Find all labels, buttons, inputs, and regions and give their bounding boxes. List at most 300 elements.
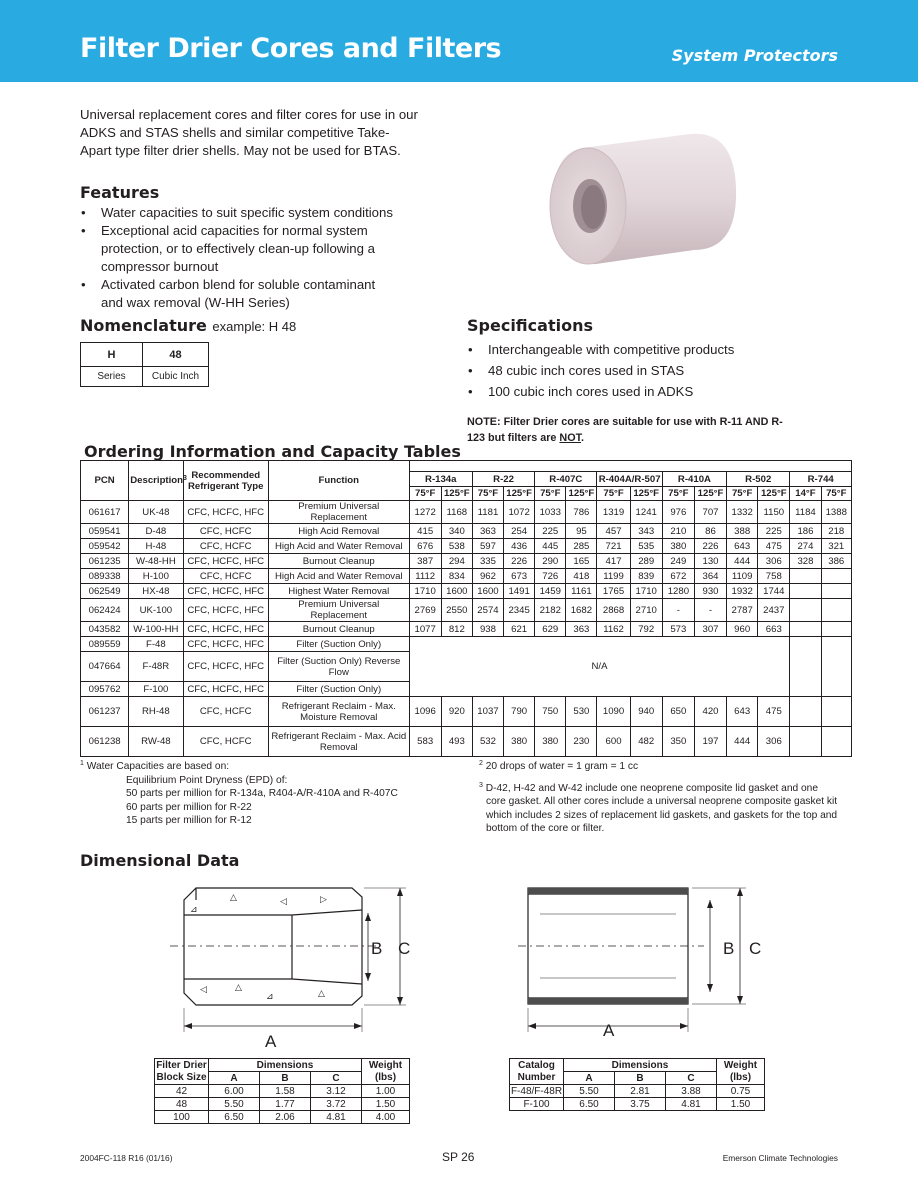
capacity-cell: 2550	[441, 599, 472, 622]
capacity-cell: 482	[630, 727, 662, 757]
col-header-function: Function	[268, 461, 409, 501]
capacity-cell: 643	[727, 697, 758, 727]
col-header-description: Description$^3$	[129, 461, 183, 501]
dimension-cell: 100	[155, 1111, 209, 1124]
capacity-cell: 387	[409, 554, 441, 569]
page-title: Filter Drier Cores and Filters	[80, 33, 502, 64]
capacity-cell: 1112	[409, 569, 441, 584]
temperature-header: 75°F	[535, 487, 566, 501]
temperature-header: 75°F	[662, 487, 694, 501]
svg-text:△: △	[318, 989, 325, 999]
nomenclature-heading: Nomenclature example: H 48	[80, 316, 297, 335]
capacity-cell: 532	[472, 727, 503, 757]
dimension-cell: 1.77	[260, 1098, 311, 1111]
spec-item: • 100 cubic inch cores used in ADKS	[467, 381, 807, 402]
dimension-cell: 6.50	[564, 1098, 615, 1111]
dimensional-drawings	[0, 870, 918, 1055]
description-cell: H-100	[129, 569, 183, 584]
table-row	[81, 501, 852, 524]
capacity-cell: 475	[758, 697, 790, 727]
intro-paragraph: Universal replacement cores and filter cores for use in our ADKS and STAS shells and similar competitive Take-Apart type filter drier shells. May not be used for BTAS.	[80, 107, 418, 158]
footnote-1: $^1$ Water Capacities are based on: Equilibrium Point Dryness (EPD) of: 50 parts per million for R-134a, R404-A/R-410A and R-407C 60 parts per million for R-22 15 parts per million for R-12	[80, 760, 398, 826]
refrigerant-header: R-744	[790, 472, 852, 487]
capacity-cell: 629	[535, 622, 566, 637]
function-cell: High Acid and Water Removal	[268, 539, 409, 554]
pcn-cell: 062424	[81, 599, 129, 622]
col-header-pcn: PCN	[81, 461, 129, 501]
capacity-cell: 249	[662, 554, 694, 569]
dimension-cell: 4.81	[311, 1111, 362, 1124]
pcn-cell: 059541	[81, 524, 129, 539]
capacity-cell: 573	[662, 622, 694, 637]
capacity-cell: 364	[694, 569, 726, 584]
svg-text:△: △	[230, 893, 237, 903]
capacity-cell: 673	[504, 569, 535, 584]
capacity-cell: 218	[821, 524, 851, 539]
function-cell: Filter (Suction Only) Reverse Flow	[268, 652, 409, 682]
dimension-cell: 6.00	[209, 1085, 260, 1098]
description-cell: H-48	[129, 539, 183, 554]
refrigerant-type-cell: CFC, HCFC	[183, 539, 268, 554]
svg-text:◁: ◁	[280, 897, 287, 907]
table-row	[81, 554, 852, 569]
feature-item: • Water capacities to suit specific system conditions	[80, 204, 400, 222]
table-row	[81, 524, 852, 539]
dimension-cell: 3.75	[615, 1098, 666, 1111]
function-cell: Burnout Cleanup	[268, 554, 409, 569]
pcn-cell: 061617	[81, 501, 129, 524]
description-cell: UK-48	[129, 501, 183, 524]
refrigerant-header: R-407C	[535, 472, 597, 487]
capacity-cell: 2574	[472, 599, 503, 622]
pcn-cell: 089559	[81, 637, 129, 652]
refrigerant-note: NOTE: Filter Drier cores are suitable for use with R-11 AND R-123 but filters are NOT.	[467, 416, 783, 444]
capacity-cell: 445	[535, 539, 566, 554]
capacity-cell	[821, 697, 851, 727]
dimensional-heading: Dimensional Data	[80, 851, 240, 870]
table-row	[81, 622, 852, 637]
capacity-cell: 225	[758, 524, 790, 539]
capacity-cell: 444	[727, 554, 758, 569]
capacity-cell: 457	[597, 524, 630, 539]
capacity-cell: 1150	[758, 501, 790, 524]
ordering-header-row	[81, 461, 852, 472]
dimension-cell: 3.12	[311, 1085, 362, 1098]
ordering-table	[80, 460, 852, 757]
capacity-cell	[821, 599, 851, 622]
description-cell: W-100-HH	[129, 622, 183, 637]
capacity-cell: 380	[504, 727, 535, 757]
description-cell: HX-48	[129, 584, 183, 599]
capacity-cell: 436	[504, 539, 535, 554]
specifications-heading: Specifications	[467, 316, 593, 335]
svg-text:▷: ▷	[320, 895, 327, 905]
dimension-cell: 1.50	[362, 1098, 410, 1111]
capacity-cell: -	[694, 599, 726, 622]
capacity-cell: 1388	[821, 501, 851, 524]
capacity-cell: 306	[758, 554, 790, 569]
capacity-cell	[790, 697, 821, 727]
pcn-cell: 061235	[81, 554, 129, 569]
capacity-cell: 418	[566, 569, 597, 584]
temperature-header: 125°F	[566, 487, 597, 501]
table-row	[81, 569, 852, 584]
dimension-cell: 42	[155, 1085, 209, 1098]
capacity-cell: 839	[630, 569, 662, 584]
capacity-cell: 328	[790, 554, 821, 569]
capacity-cell: 812	[441, 622, 472, 637]
refrigerant-header: R-410A	[662, 472, 726, 487]
capacity-cell: 1459	[535, 584, 566, 599]
capacity-cell: 420	[694, 697, 726, 727]
filter-core-photo	[538, 120, 748, 280]
dimension-cell: 1.00	[362, 1085, 410, 1098]
capacity-cell: 415	[409, 524, 441, 539]
capacity-cell: 2182	[535, 599, 566, 622]
refrigerant-type-cell: CFC, HCFC, HFC	[183, 652, 268, 682]
capacity-cell: 792	[630, 622, 662, 637]
capacity-cell: 530	[566, 697, 597, 727]
capacity-cell: 1168	[441, 501, 472, 524]
capacity-cell: 210	[662, 524, 694, 539]
capacity-cell: 380	[535, 727, 566, 757]
capacity-cell: 621	[504, 622, 535, 637]
spec-item: • 48 cubic inch cores used in STAS	[467, 360, 807, 381]
description-cell: RW-48	[129, 727, 183, 757]
capacity-cell: 758	[758, 569, 790, 584]
temperature-header: 125°F	[441, 487, 472, 501]
capacity-cell: 417	[597, 554, 630, 569]
capacity-cell: 535	[630, 539, 662, 554]
capacity-cell: 940	[630, 697, 662, 727]
table-row	[81, 539, 852, 554]
capacity-cell: 165	[566, 554, 597, 569]
capacity-cell: 1181	[472, 501, 503, 524]
capacity-cell: 962	[472, 569, 503, 584]
capacity-cell: 226	[694, 539, 726, 554]
capacity-cell: 363	[566, 622, 597, 637]
capacity-cell	[790, 599, 821, 622]
table-row	[81, 584, 852, 599]
capacity-cell	[790, 569, 821, 584]
pcn-cell: 062549	[81, 584, 129, 599]
capacity-cell: 274	[790, 539, 821, 554]
capacity-cell: 938	[472, 622, 503, 637]
capacity-cell: 834	[441, 569, 472, 584]
temperature-header: 75°F	[409, 487, 441, 501]
temperature-header: 75°F	[597, 487, 630, 501]
capacity-cell: 285	[566, 539, 597, 554]
cubic-inch-label: Cubic Inch	[143, 367, 209, 387]
capacity-cell: 386	[821, 554, 851, 569]
refrigerant-header: R-404A/R-507	[598, 473, 661, 485]
refrigerant-type-cell: CFC, HCFC, HFC	[183, 554, 268, 569]
dimension-cell: 4.81	[666, 1098, 717, 1111]
description-cell: F-100	[129, 682, 183, 697]
page-section-title: System Protectors	[671, 46, 838, 65]
temperature-header: 14°F	[790, 487, 821, 501]
dimension-cell: 3.72	[311, 1098, 362, 1111]
capacity-cell: 1109	[727, 569, 758, 584]
capacity-cell: 1600	[441, 584, 472, 599]
refrigerant-type-cell: CFC, HCFC	[183, 524, 268, 539]
table-row	[81, 697, 852, 727]
capacity-cell: 86	[694, 524, 726, 539]
footnotes-2-3	[479, 760, 839, 836]
table-row	[81, 599, 852, 622]
dim-label-a: A	[265, 1032, 277, 1051]
core-dimensions-table: Filter Drier Block Size Dimensions Weight (lbs) A B C 42 6.00 1.58 3.12 1.00 48 5.50 1.77 3.72 1.50 100 6.50 2.06 4.81 4.00	[154, 1058, 410, 1124]
capacity-cell: 1332	[727, 501, 758, 524]
function-cell: Filter (Suction Only)	[268, 637, 409, 652]
refrigerant-type-cell: CFC, HCFC, HFC	[183, 682, 268, 697]
capacity-cell: 1765	[597, 584, 630, 599]
capacity-cell: 130	[694, 554, 726, 569]
capacity-cell: 790	[504, 697, 535, 727]
dim-label-c: C	[398, 939, 411, 958]
capacity-cell: 1932	[727, 584, 758, 599]
ordering-heading: Ordering Information and Capacity Tables	[84, 442, 461, 461]
capacity-cell: 363	[472, 524, 503, 539]
function-cell: Premium Universal Replacement	[268, 501, 409, 524]
function-cell: Refrigerant Reclaim - Max. Moisture Removal	[268, 697, 409, 727]
refrigerant-type-cell: CFC, HCFC	[183, 569, 268, 584]
capacity-cell: 289	[630, 554, 662, 569]
capacity-cell	[821, 727, 851, 757]
page-header	[0, 0, 918, 82]
dimension-cell: 4.00	[362, 1111, 410, 1124]
description-cell: UK-100	[129, 599, 183, 622]
capacity-cell: 930	[694, 584, 726, 599]
capacity-cell: 226	[504, 554, 535, 569]
temperature-header: 125°F	[758, 487, 790, 501]
not-applicable-cell: N/A	[409, 637, 790, 697]
capacity-cell: 340	[441, 524, 472, 539]
capacity-cell: 1491	[504, 584, 535, 599]
nomenclature-table	[80, 342, 209, 387]
dimension-cell: F-100	[510, 1098, 564, 1111]
refrigerant-type-cell: CFC, HCFC	[183, 727, 268, 757]
table-row	[155, 1098, 410, 1111]
temperature-header: 125°F	[504, 487, 535, 501]
capacity-cell: 1744	[758, 584, 790, 599]
capacity-cell: 1319	[597, 501, 630, 524]
refrigerant-type-cell: CFC, HCFC	[183, 697, 268, 727]
dim-label-c: C	[749, 939, 762, 958]
capacity-cell	[790, 622, 821, 637]
pcn-cell: 095762	[81, 682, 129, 697]
temperature-header: 75°F	[727, 487, 758, 501]
function-cell: Refrigerant Reclaim - Max. Acid Removal	[268, 727, 409, 757]
cubic-inch-code: 48	[143, 343, 209, 367]
capacity-cell	[821, 584, 851, 599]
capacity-cell: 960	[727, 622, 758, 637]
capacity-cell: 2868	[597, 599, 630, 622]
capacity-cell	[790, 727, 821, 757]
capacity-cell: 335	[472, 554, 503, 569]
pcn-cell: 061237	[81, 697, 129, 727]
capacity-cell: 294	[441, 554, 472, 569]
dimension-cell: 3.88	[666, 1085, 717, 1098]
capacity-cell: 1090	[597, 697, 630, 727]
capacity-cell: 976	[662, 501, 694, 524]
capacity-cell: 197	[694, 727, 726, 757]
feature-item: • Exceptional acid capacities for normal system protection, or to effectively clean-up following a compressor burnout	[80, 222, 400, 276]
capacity-cell: 1096	[409, 697, 441, 727]
capacity-cell: 388	[727, 524, 758, 539]
capacity-cell: 306	[758, 727, 790, 757]
capacity-cell: -	[662, 599, 694, 622]
dim-label-a: A	[603, 1021, 615, 1040]
table-row	[81, 727, 852, 757]
capacity-cell: 538	[441, 539, 472, 554]
pcn-cell: 061238	[81, 727, 129, 757]
dimension-cell: 48	[155, 1098, 209, 1111]
svg-text:◁: ◁	[200, 985, 207, 995]
table-row	[510, 1098, 765, 1111]
capacity-cell: 1072	[504, 501, 535, 524]
capacity-cell: 1272	[409, 501, 441, 524]
description-cell: D-48	[129, 524, 183, 539]
capacity-cell: 672	[662, 569, 694, 584]
capacity-cell	[821, 569, 851, 584]
capacity-cell: 597	[472, 539, 503, 554]
table-row	[155, 1085, 410, 1098]
capacity-cell	[790, 584, 821, 599]
pcn-cell: 043582	[81, 622, 129, 637]
col-header-refrigerant-type: Recommended Refrigerant Type	[183, 461, 268, 501]
refrigerant-type-cell: CFC, HCFC, HFC	[183, 599, 268, 622]
capacity-cell: 321	[821, 539, 851, 554]
capacity-cell: 1682	[566, 599, 597, 622]
capacity-cell: 2345	[504, 599, 535, 622]
series-code: H	[81, 343, 143, 367]
capacity-cell: 350	[662, 727, 694, 757]
filter-drier-core-drawing	[170, 888, 406, 1032]
table-row	[81, 637, 852, 652]
capacity-cell: 1280	[662, 584, 694, 599]
refrigerant-type-cell: CFC, HCFC, HFC	[183, 622, 268, 637]
temperature-header: 125°F	[694, 487, 726, 501]
features-heading: Features	[80, 183, 160, 202]
dim-label-b: B	[723, 939, 735, 958]
refrigerant-header: R-134a	[409, 472, 472, 487]
capacity-cell: 1710	[409, 584, 441, 599]
function-cell: Burnout Cleanup	[268, 622, 409, 637]
dimension-cell: 5.50	[209, 1098, 260, 1111]
capacity-cell: 583	[409, 727, 441, 757]
capacity-cell: 1241	[630, 501, 662, 524]
temperature-header: 125°F	[630, 487, 662, 501]
svg-text:⊿: ⊿	[190, 905, 198, 915]
capacity-cell: 750	[535, 697, 566, 727]
svg-text:△: △	[235, 983, 242, 993]
capacity-cell: 2787	[727, 599, 758, 622]
capacity-cell: 726	[535, 569, 566, 584]
capacity-cell: 493	[441, 727, 472, 757]
capacity-cell: 95	[566, 524, 597, 539]
capacity-cell: 343	[630, 524, 662, 539]
pcn-cell: 089338	[81, 569, 129, 584]
capacity-cell: 707	[694, 501, 726, 524]
description-cell: RH-48	[129, 697, 183, 727]
capacity-cell: 663	[758, 622, 790, 637]
capacity-cell: 1162	[597, 622, 630, 637]
pcn-cell: 059542	[81, 539, 129, 554]
table-row	[510, 1085, 765, 1098]
dimension-cell: 2.81	[615, 1085, 666, 1098]
capacity-cell: 643	[727, 539, 758, 554]
capacity-cell: 1037	[472, 697, 503, 727]
function-cell: Premium Universal Replacement	[268, 599, 409, 622]
capacity-cell: 380	[662, 539, 694, 554]
capacity-cell: 650	[662, 697, 694, 727]
dimension-cell: 0.75	[717, 1085, 765, 1098]
footnote-2: $^2$ 20 drops of water = 1 gram = 1 cc	[479, 760, 639, 772]
spec-item: • Interchangeable with competitive products	[467, 339, 807, 360]
company-name: Emerson Climate Technologies	[722, 1153, 838, 1163]
capacity-cell: 2769	[409, 599, 441, 622]
refrigerant-type-cell: CFC, HCFC, HFC	[183, 584, 268, 599]
function-cell: Highest Water Removal	[268, 584, 409, 599]
capacity-cell: 475	[758, 539, 790, 554]
capacity-cell: 1161	[566, 584, 597, 599]
refrigerant-type-cell: CFC, HCFC, HFC	[183, 501, 268, 524]
capacity-cell	[821, 622, 851, 637]
nomenclature-example: example: H 48	[212, 319, 297, 334]
refrigerant-header: R-502	[727, 472, 790, 487]
feature-item: • Activated carbon blend for soluble contaminant and wax removal (W-HH Series)	[80, 276, 400, 312]
refrigerant-type-cell: CFC, HCFC, HFC	[183, 637, 268, 652]
capacity-cell: 676	[409, 539, 441, 554]
table-row	[155, 1111, 410, 1124]
capacity-cell: 1199	[597, 569, 630, 584]
footnote-3: $^3$ D-42, H-42 and W-42 include one neoprene composite lid gasket and one core gasket. All other cores include a universal neoprene composite gasket kit which includes 2 sizes of replacement lid gaskets, and gaskets for the top and bottom of the core or filter.	[479, 781, 838, 834]
page-number: SP 26	[442, 1150, 475, 1164]
document-code: 2004FC-118 R16 (01/16)	[80, 1153, 173, 1163]
function-cell: High Acid and Water Removal	[268, 569, 409, 584]
capacity-cell: 2437	[758, 599, 790, 622]
svg-text:⊿: ⊿	[266, 992, 274, 1002]
function-cell: High Acid Removal	[268, 524, 409, 539]
pcn-cell: 047664	[81, 652, 129, 682]
capacity-cell: 1710	[630, 584, 662, 599]
capacity-cell: 1033	[535, 501, 566, 524]
capacity-cell: 1184	[790, 501, 821, 524]
series-label: Series	[81, 367, 143, 387]
capacity-cell: 721	[597, 539, 630, 554]
capacity-cell: 225	[535, 524, 566, 539]
description-cell: F-48	[129, 637, 183, 652]
capacity-cell: 290	[535, 554, 566, 569]
capacity-cell: 600	[597, 727, 630, 757]
dimension-cell: 1.50	[717, 1098, 765, 1111]
capacity-cell: 444	[727, 727, 758, 757]
filter-drawing	[518, 888, 746, 1032]
temperature-header: 75°F	[821, 487, 851, 501]
dimension-cell: 6.50	[209, 1111, 260, 1124]
refrigerant-header: R-22	[472, 472, 534, 487]
capacity-cell: 230	[566, 727, 597, 757]
filter-dimensions-table: Catalog Number Dimensions Weight (lbs) A B C F-48/F-48R 5.50 2.81 3.88 0.75 F-100 6.50 3.75 4.81 1.50	[509, 1058, 765, 1111]
dimension-cell: F-48/F-48R	[510, 1085, 563, 1097]
dimension-cell: 2.06	[260, 1111, 311, 1124]
dimension-cell: 5.50	[564, 1085, 615, 1098]
capacity-cell: 186	[790, 524, 821, 539]
capacity-cell: 307	[694, 622, 726, 637]
capacity-cell: 1077	[409, 622, 441, 637]
capacity-cell: 254	[504, 524, 535, 539]
